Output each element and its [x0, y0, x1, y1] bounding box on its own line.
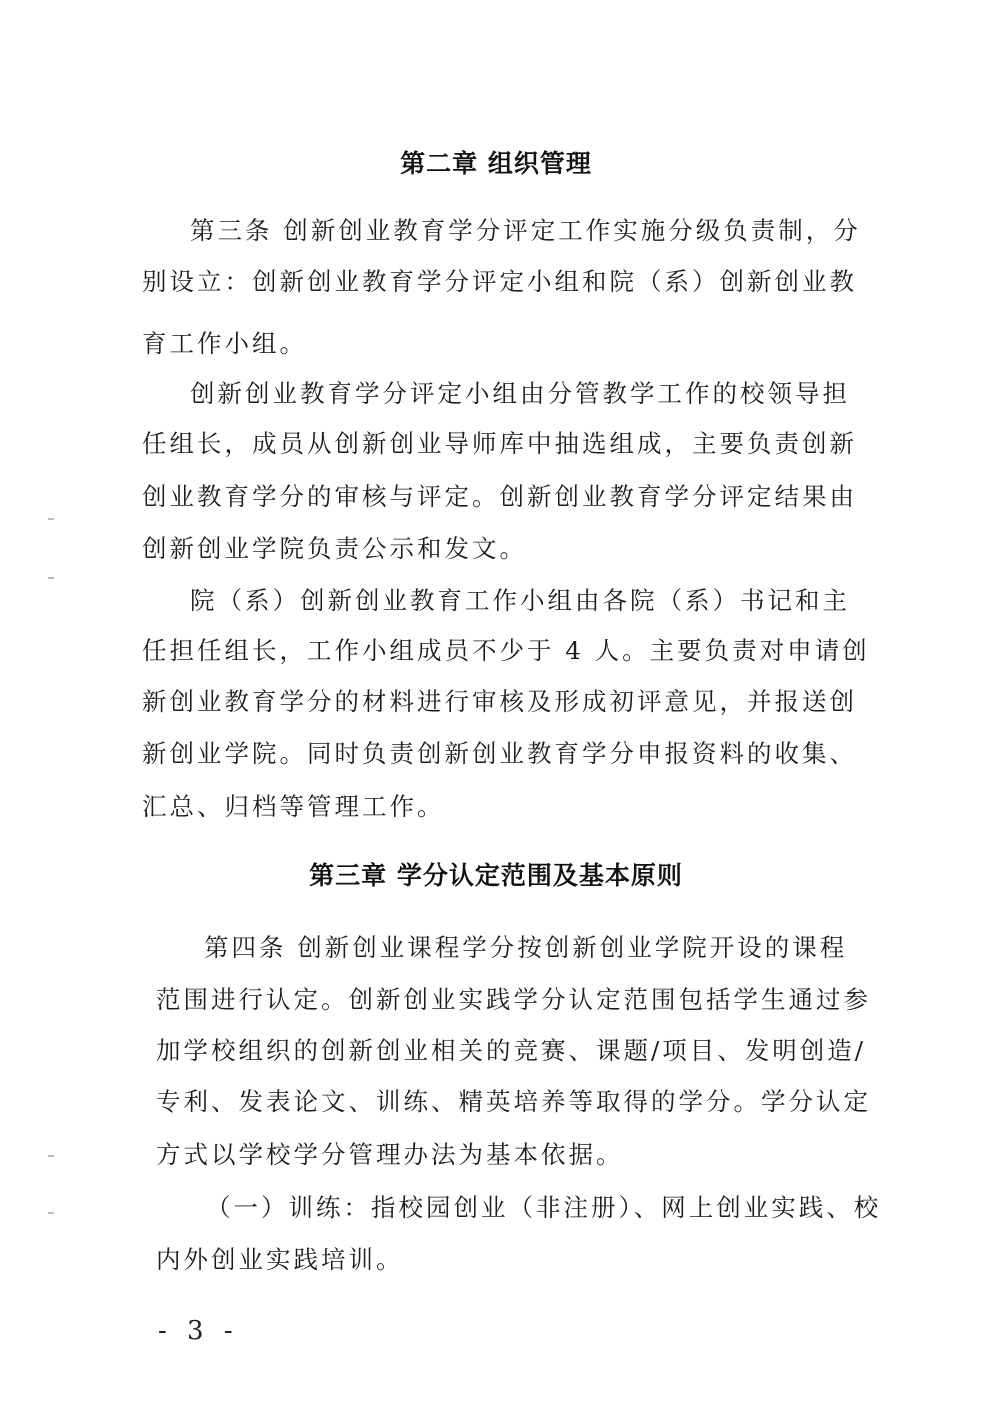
- article-4-line-1: 第四条 创新创业课程学分按创新创业学院开设的课程: [204, 933, 848, 962]
- item-1-line-2: 内外创业实践培训。: [156, 1245, 404, 1274]
- scan-speck: [48, 1155, 54, 1157]
- paragraph-3-line-5: 汇总、归档等管理工作。: [142, 792, 445, 821]
- paragraph-3-line-2: 任担任组长，工作小组成员不少于 4 人。主要负责对申请创: [142, 636, 870, 665]
- article-4-line-5: 方式以学校学分管理办法为基本依据。: [156, 1140, 624, 1169]
- paragraph-2-line-3: 创业教育学分的审核与评定。创新创业教育学分评定结果由: [142, 482, 857, 511]
- article-3-line-2: 别设立：创新创业教育学分评定小组和院（系）创新创业教: [142, 267, 857, 296]
- scan-speck: [48, 518, 54, 520]
- scan-speck: [48, 1212, 54, 1214]
- article-4-line-3: 加学校组织的创新创业相关的竞赛、课题/项目、发明创造/: [156, 1036, 867, 1065]
- page-number: - 3 -: [158, 1316, 239, 1346]
- paragraph-2-line-2: 任组长，成员从创新创业导师库中抽选组成，主要负责创新: [142, 429, 857, 458]
- paragraph-3-line-3: 新创业教育学分的材料进行审核及形成初评意见，并报送创: [142, 687, 857, 716]
- paragraph-3-line-1: 院（系）创新创业教育工作小组由各院（系）书记和主: [190, 586, 850, 615]
- article-3-line-3: 育工作小组。: [142, 329, 307, 358]
- article-4-line-4: 专利、发表论文、训练、精英培养等取得的学分。学分认定: [156, 1087, 871, 1116]
- paragraph-3-line-4: 新创业学院。同时负责创新创业教育学分申报资料的收集、: [142, 739, 857, 768]
- paragraph-2-line-1: 创新创业教育学分评定小组由分管教学工作的校领导担: [190, 379, 850, 408]
- scan-speck: [48, 577, 54, 579]
- paragraph-2-line-4: 创新创业学院负责公示和发文。: [142, 534, 527, 563]
- article-4-line-2: 范围进行认定。创新创业实践学分认定范围包括学生通过参: [156, 985, 871, 1014]
- article-3-line-1: 第三条 创新创业教育学分评定工作实施分级负责制，分: [190, 216, 861, 245]
- chapter-3-heading: 第三章 学分认定范围及基本原则: [309, 861, 683, 890]
- item-1-line-1: （一）训练：指校园创业（非注册）、网上创业实践、校: [206, 1193, 882, 1222]
- chapter-2-heading: 第二章 组织管理: [400, 149, 592, 178]
